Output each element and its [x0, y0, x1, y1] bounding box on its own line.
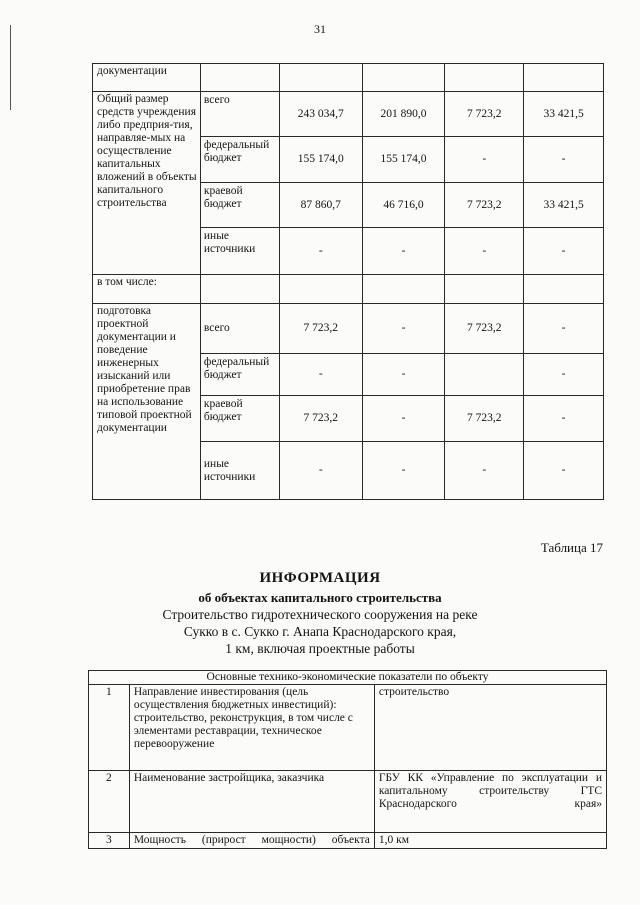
value-cell: - — [445, 442, 524, 500]
row-label: Мощность (прирост мощности) объекта — [129, 833, 374, 849]
value-cell: 7 723,2 — [279, 304, 362, 354]
empty-cell — [524, 275, 604, 304]
value-cell: - — [445, 137, 524, 183]
value-cell: 7 723,2 — [445, 304, 524, 354]
value-cell: 87 860,7 — [279, 183, 362, 228]
row-label: Наименование застройщика, заказчика — [129, 771, 374, 833]
including-label: в том числе: — [93, 275, 201, 304]
object-description — [0, 606, 640, 657]
value-cell: 201 890,0 — [362, 92, 445, 137]
page-number: 31 — [314, 22, 326, 36]
source-cell: краевой бюджет — [200, 396, 279, 442]
document-title: ИНФОРМАЦИЯ — [259, 570, 381, 586]
empty-cell — [200, 64, 279, 92]
source-cell: федеральный бюджет — [200, 137, 279, 183]
group2-label: подготовка проектной документации и поведение инженерных изысканий или приобретение прав на использование типовой проектной документации — [93, 304, 201, 500]
info-table — [88, 670, 607, 849]
value-cell: - — [362, 396, 445, 442]
row-number: 1 — [89, 685, 130, 771]
row-value: строительство — [374, 685, 606, 771]
value-cell: - — [362, 354, 445, 396]
value-cell: 7 723,2 — [445, 183, 524, 228]
object-description-line: 1 км, включая проектные работы — [225, 641, 415, 656]
source-cell: краевой бюджет — [200, 183, 279, 228]
row-value: ГБУ КК «Управление по эксплуатации и капитальному строительству ГТС Краснодарского края» — [374, 771, 606, 833]
source-cell: иные источники — [200, 228, 279, 275]
source-cell: всего — [200, 304, 279, 354]
value-cell: - — [524, 228, 604, 275]
value-cell: - — [524, 304, 604, 354]
value-cell: 7 723,2 — [445, 396, 524, 442]
row-number: 2 — [89, 771, 130, 833]
value-cell: 243 034,7 — [279, 92, 362, 137]
value-cell: - — [279, 354, 362, 396]
empty-cell — [524, 64, 604, 92]
top-label-cell: документации — [93, 64, 201, 92]
info-table-header: Основные технико-экономические показатели по объекту — [89, 671, 607, 685]
empty-cell — [445, 275, 524, 304]
empty-cell — [200, 275, 279, 304]
table-caption: Таблица 17 — [540, 540, 603, 555]
scan-edge-mark — [10, 25, 11, 110]
source-cell: всего — [200, 92, 279, 137]
finance-table — [92, 63, 604, 500]
row-value: 1,0 км — [374, 833, 606, 849]
value-cell: - — [279, 442, 362, 500]
value-cell: 7 723,2 — [445, 92, 524, 137]
value-cell: - — [362, 228, 445, 275]
object-description-line: Строительство гидротехнического сооружения на реке — [162, 607, 478, 622]
value-cell: - — [524, 396, 604, 442]
empty-cell — [362, 64, 445, 92]
value-cell: 155 174,0 — [362, 137, 445, 183]
empty-cell — [445, 64, 524, 92]
value-cell: - — [524, 442, 604, 500]
empty-cell — [362, 275, 445, 304]
value-cell: - — [362, 304, 445, 354]
value-cell: - — [362, 442, 445, 500]
value-cell: 7 723,2 — [279, 396, 362, 442]
value-cell: - — [445, 228, 524, 275]
empty-cell — [279, 275, 362, 304]
row-number: 3 — [89, 833, 130, 849]
row-label: Направление инвестирования (цель осуществления бюджетных инвестиций): строительство, реконструкция, в том числе с элементами реставрации, техническое перевооружение — [129, 685, 374, 771]
value-cell: 155 174,0 — [279, 137, 362, 183]
group1-label: Общий размер средств учреждения либо предприя-тия, направляе-мых на осуществление капитальных вложений в объекты капитального строительства — [93, 92, 201, 275]
value-cell — [445, 354, 524, 396]
value-cell: - — [524, 137, 604, 183]
source-cell: федеральный бюджет — [200, 354, 279, 396]
value-cell: 33 421,5 — [524, 183, 604, 228]
source-cell: иные источники — [200, 442, 279, 500]
value-cell: 46 716,0 — [362, 183, 445, 228]
document-subtitle: об объектах капитального строительства — [198, 590, 442, 605]
value-cell: - — [279, 228, 362, 275]
value-cell: 33 421,5 — [524, 92, 604, 137]
object-description-line: Сукко в с. Сукко г. Анапа Краснодарского края, — [183, 624, 457, 639]
empty-cell — [279, 64, 362, 92]
value-cell: - — [524, 354, 604, 396]
